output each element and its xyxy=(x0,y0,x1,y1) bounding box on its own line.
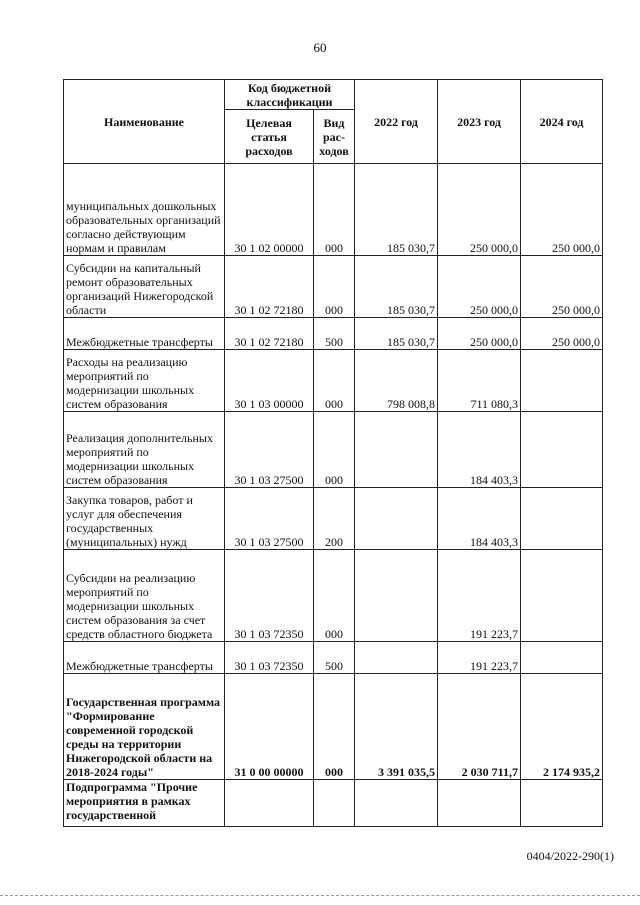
row-value-2023: 2 030 711,7 xyxy=(438,674,521,780)
row-value-2022 xyxy=(355,412,438,488)
row-target-code xyxy=(225,780,314,827)
row-value-2024 xyxy=(521,642,603,674)
row-value-2023: 250 000,0 xyxy=(438,318,521,350)
row-value-2022 xyxy=(355,642,438,674)
header-code-group: Код бюджетной классификации xyxy=(225,80,355,110)
row-value-2023: 191 223,7 xyxy=(438,642,521,674)
row-kind-code: 000 xyxy=(314,412,355,488)
row-name: Закупка товаров, работ и услуг для обеспечения государственных (муниципальных) нужд xyxy=(64,488,225,550)
row-target-code: 30 1 03 00000 xyxy=(225,350,314,412)
header-target: Целевая статья расходов xyxy=(225,110,314,164)
row-value-2023: 191 223,7 xyxy=(438,550,521,642)
header-2024: 2024 год xyxy=(521,80,603,164)
row-value-2022: 185 030,7 xyxy=(355,256,438,318)
row-value-2022 xyxy=(355,550,438,642)
row-target-code: 30 1 02 72180 xyxy=(225,318,314,350)
row-name: Субсидии на реализацию мероприятий по модернизации школьных систем образования за счет средств областного бюджета xyxy=(64,550,225,642)
row-value-2023: 184 403,3 xyxy=(438,412,521,488)
table-row xyxy=(64,256,603,318)
row-kind-code: 500 xyxy=(314,318,355,350)
table-row xyxy=(64,412,603,488)
row-value-2024 xyxy=(521,488,603,550)
row-kind-code: 000 xyxy=(314,674,355,780)
row-value-2022: 3 391 035,5 xyxy=(355,674,438,780)
row-target-code: 30 1 02 00000 xyxy=(225,164,314,256)
row-name: Межбюджетные трансферты xyxy=(64,318,225,350)
row-target-code: 30 1 02 72180 xyxy=(225,256,314,318)
budget-table xyxy=(63,79,603,827)
row-value-2024 xyxy=(521,412,603,488)
row-value-2023 xyxy=(438,780,521,827)
header-name: Наименование xyxy=(64,80,225,164)
row-kind-code: 500 xyxy=(314,642,355,674)
row-target-code: 31 0 00 00000 xyxy=(225,674,314,780)
row-name: Государственная программа "Формирование современной городской среды на территории Нижегородской области на 2018-2024 годы" xyxy=(64,674,225,780)
row-value-2024 xyxy=(521,350,603,412)
document-code: 0404/2022-290(1) xyxy=(526,849,614,863)
row-kind-code: 000 xyxy=(314,550,355,642)
row-value-2023: 711 080,3 xyxy=(438,350,521,412)
header-2022: 2022 год xyxy=(355,80,438,164)
row-name: Межбюджетные трансферты xyxy=(64,642,225,674)
row-target-code: 30 1 03 27500 xyxy=(225,488,314,550)
row-kind-code: 000 xyxy=(314,164,355,256)
row-value-2022: 185 030,7 xyxy=(355,318,438,350)
row-value-2022: 185 030,7 xyxy=(355,164,438,256)
row-target-code: 30 1 03 72350 xyxy=(225,550,314,642)
row-value-2024: 250 000,0 xyxy=(521,256,603,318)
table-row xyxy=(64,318,603,350)
table-row xyxy=(64,642,603,674)
page-number: 60 xyxy=(313,40,327,55)
table-row xyxy=(64,164,603,256)
row-value-2022 xyxy=(355,780,438,827)
row-name: Расходы на реализацию мероприятий по модернизации школьных систем образования xyxy=(64,350,225,412)
header-2023: 2023 год xyxy=(438,80,521,164)
row-kind-code: 000 xyxy=(314,350,355,412)
row-value-2023: 250 000,0 xyxy=(438,256,521,318)
row-value-2023: 250 000,0 xyxy=(438,164,521,256)
table-row xyxy=(64,674,603,780)
table-row xyxy=(64,780,603,827)
row-kind-code: 000 xyxy=(314,256,355,318)
table-row xyxy=(64,488,603,550)
header-kind: Вид рас-ходов xyxy=(314,110,355,164)
row-kind-code xyxy=(314,780,355,827)
row-kind-code: 200 xyxy=(314,488,355,550)
row-value-2022: 798 008,8 xyxy=(355,350,438,412)
row-value-2024 xyxy=(521,780,603,827)
row-value-2024: 250 000,0 xyxy=(521,318,603,350)
row-value-2023: 184 403,3 xyxy=(438,488,521,550)
row-value-2022 xyxy=(355,488,438,550)
row-target-code: 30 1 03 72350 xyxy=(225,642,314,674)
row-name: Подпрограмма "Прочие мероприятия в рамках государственной xyxy=(64,780,225,827)
row-value-2024: 250 000,0 xyxy=(521,164,603,256)
table-row xyxy=(64,350,603,412)
row-value-2024: 2 174 935,2 xyxy=(521,674,603,780)
row-name: муниципальных дошкольных образовательных организаций согласно действующим нормам и правилам xyxy=(64,164,225,256)
row-target-code: 30 1 03 27500 xyxy=(225,412,314,488)
bottom-divider xyxy=(0,895,640,896)
row-value-2024 xyxy=(521,550,603,642)
row-name: Реализация дополнительных мероприятий по модернизации школьных систем образования xyxy=(64,412,225,488)
row-name: Субсидии на капитальный ремонт образовательных организаций Нижегородской области xyxy=(64,256,225,318)
table-row xyxy=(64,550,603,642)
